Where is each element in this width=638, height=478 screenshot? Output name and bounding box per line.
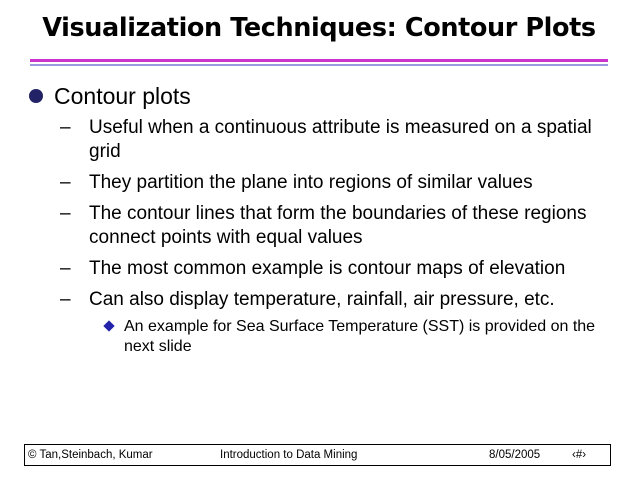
sub-bullet-text: Useful when a continuous attribute is measured on a spatial grid <box>89 117 592 162</box>
sub-bullet-text: Can also display temperature, rainfall, air pressure, etc. <box>89 289 555 310</box>
sub-sub-bullet <box>104 317 620 357</box>
main-bullet <box>29 82 191 110</box>
footer-course: Introduction to Data Mining <box>220 449 358 461</box>
title-underline <box>30 59 608 68</box>
slide-footer <box>24 444 611 466</box>
diamond-bullet-icon <box>103 320 114 331</box>
title-underline-bottom <box>30 64 608 66</box>
sub-bullet <box>60 116 620 164</box>
title-underline-top <box>30 59 608 62</box>
sub-bullet <box>60 288 620 312</box>
dash-bullet-icon: – <box>60 172 71 193</box>
sub-bullet <box>60 257 620 281</box>
footer-page-number: ‹#› <box>572 449 587 461</box>
footer-date: 8/05/2005 <box>489 449 541 461</box>
sub-bullet-text: The most common example is contour maps of elevation <box>89 258 566 279</box>
sub-bullet <box>60 171 620 195</box>
main-bullet-text: Contour plots <box>54 83 191 109</box>
sub-bullet-text: They partition the plane into regions of similar values <box>89 172 533 193</box>
dash-bullet-icon: – <box>60 203 71 224</box>
dash-bullet-icon: – <box>60 289 71 310</box>
slide-title: Visualization Techniques: Contour Plots <box>42 13 596 43</box>
sub-bullet <box>60 202 620 250</box>
round-bullet-icon <box>29 89 43 103</box>
dash-bullet-icon: – <box>60 258 71 279</box>
sub-bullet-list <box>60 116 620 357</box>
sub-bullet-text: The contour lines that form the boundaries of these regions connect points with equal values <box>89 203 587 248</box>
dash-bullet-icon: – <box>60 117 71 138</box>
footer-copyright: © Tan,Steinbach, Kumar <box>28 449 153 461</box>
sub-sub-bullet-text: An example for Sea Surface Temperature (SST) is provided on the next slide <box>124 318 596 355</box>
